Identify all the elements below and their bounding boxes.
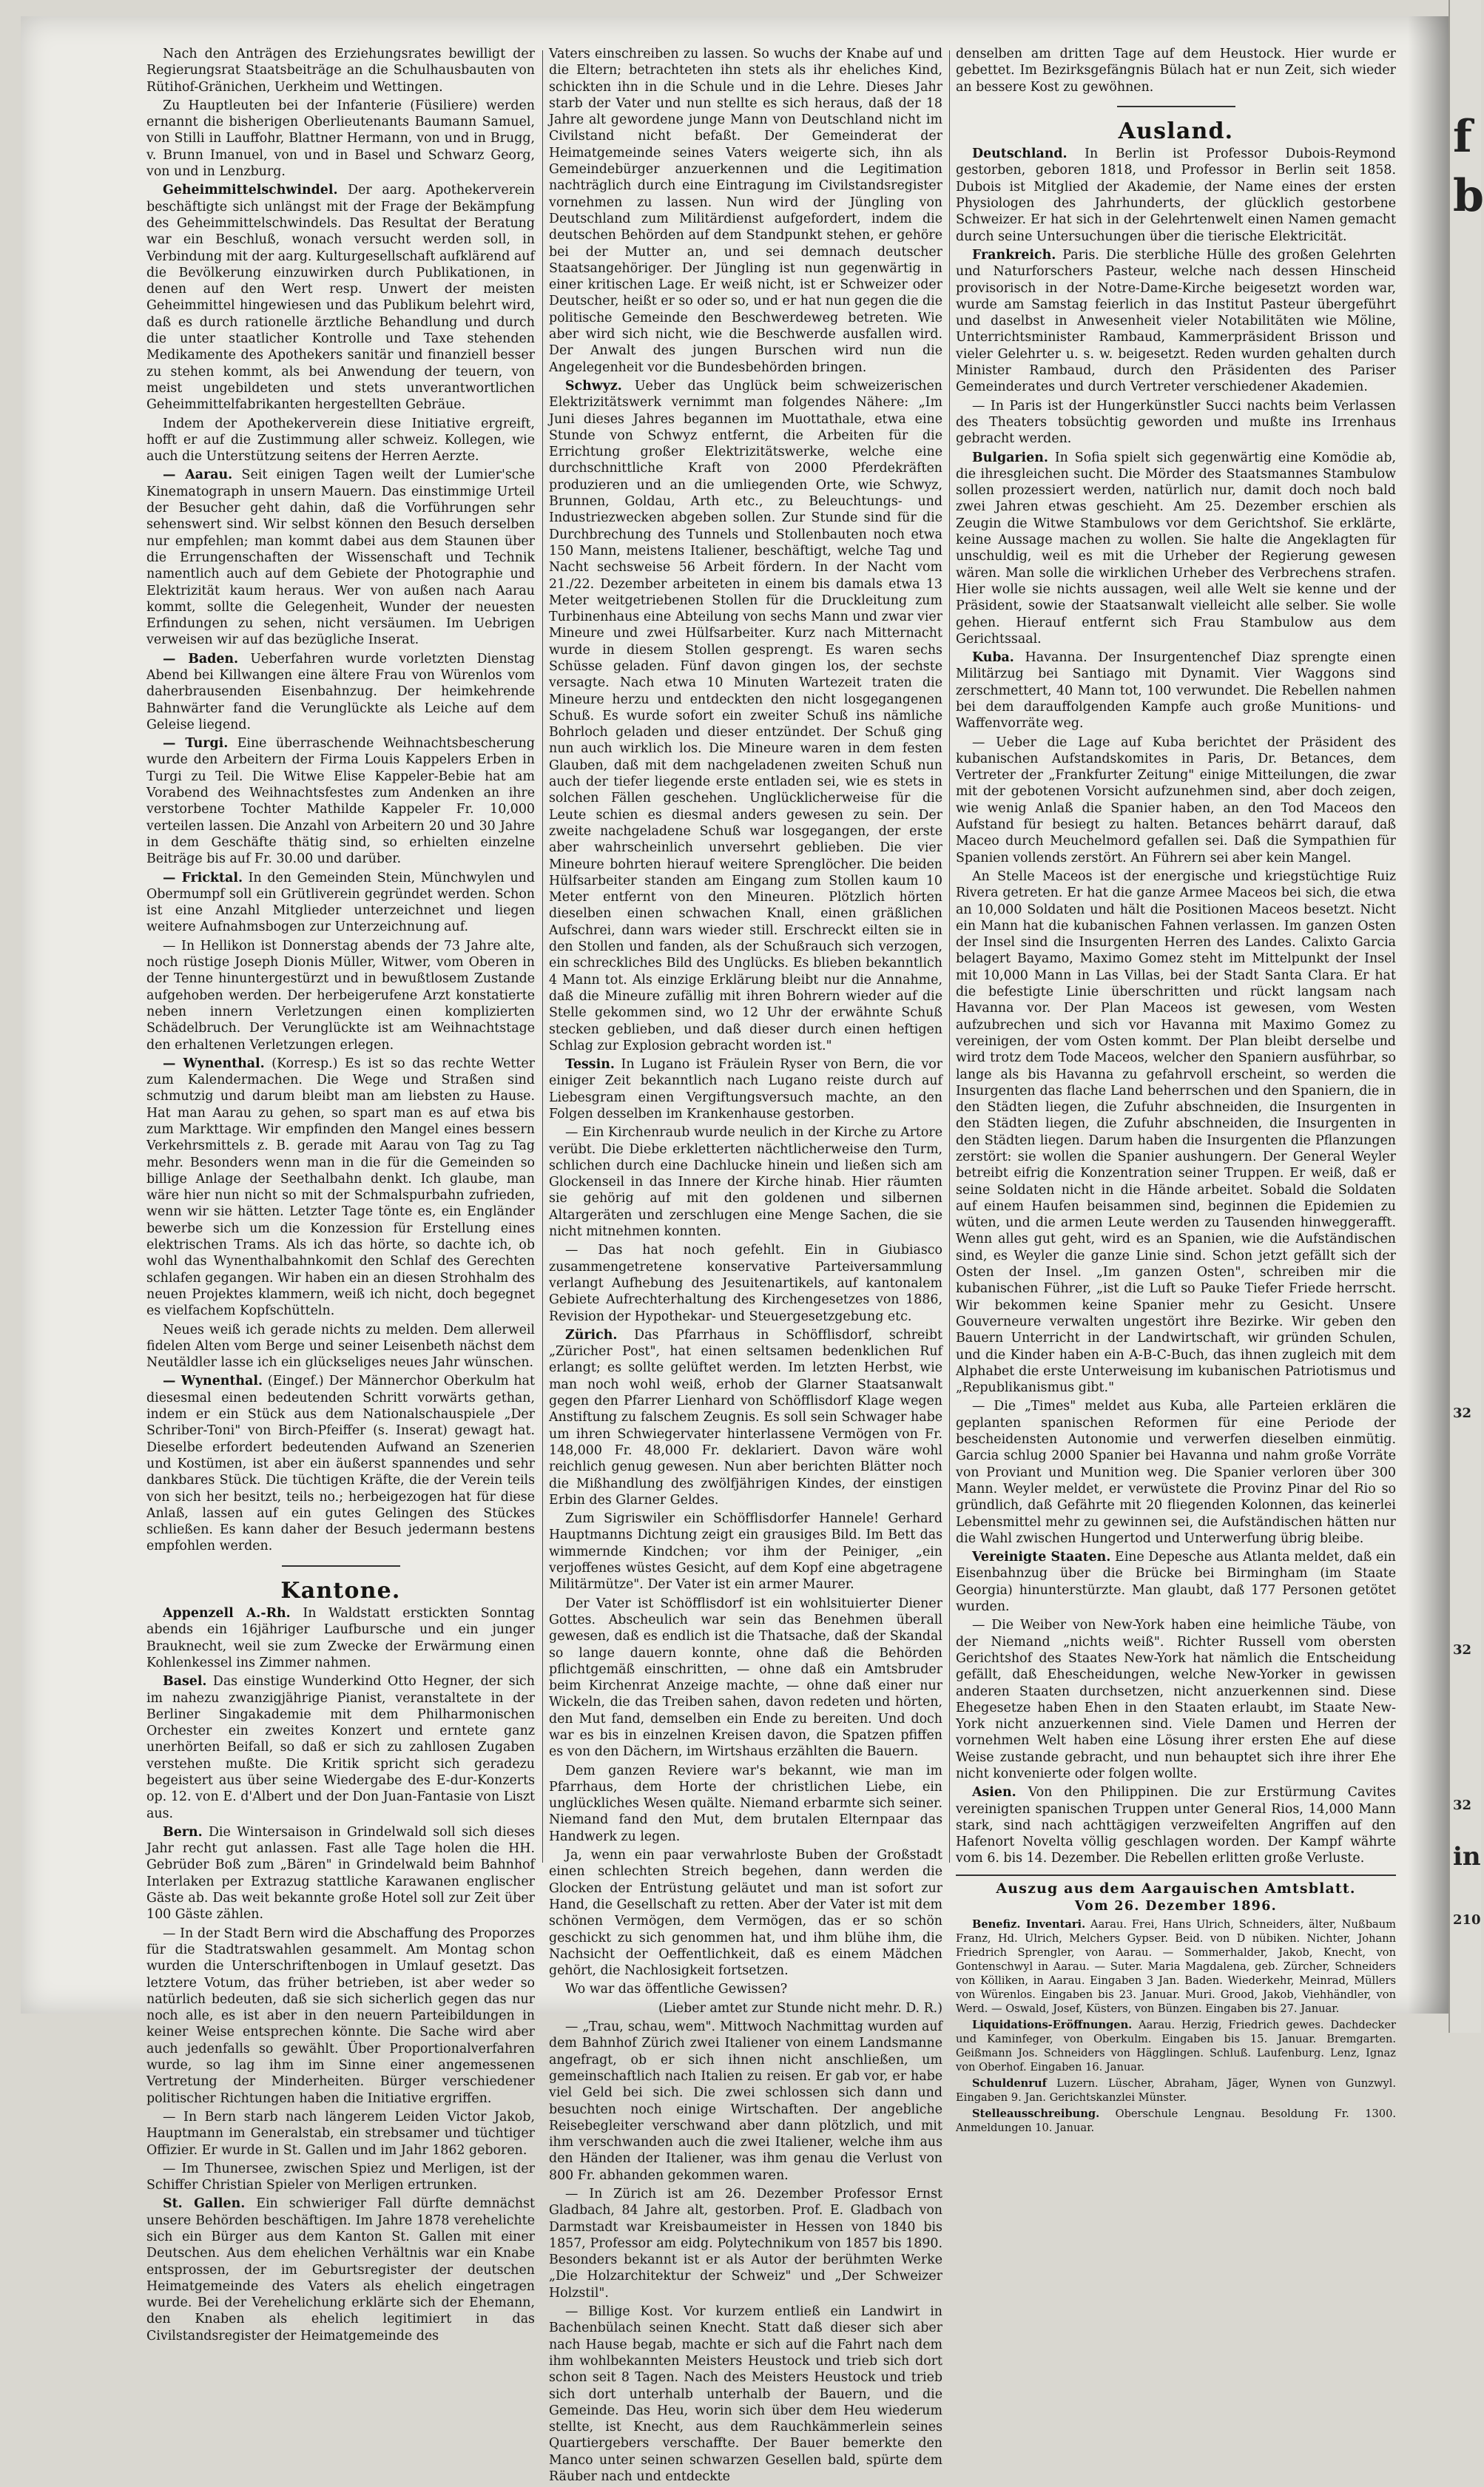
article-heading: Zürich.	[565, 1327, 618, 1343]
article-text: Vaters einschreiben zu lassen. So wuchs der Knabe auf und die Eltern; betrachteten ihn stets als ihr eheliches Kind, schickten ihn in die Schule und in die Lehre. Dieses Jahr starb der Vater und nun stellte es sich heraus, daß der 18 Jahre alt gewordene junge Mann von Deutschland nicht im Civilstand nicht befaßt. Der Gemeinderat der Heimatgemeinde seines Vaters weigerte sich, ihn als Gemeindebürger anzuerkennen und die Legitimation nachträglich durch eine Eintragung im Civilstandsregister vornehmen zu lassen. Nun wird der Jüngling von Deutschland zum Militärdienst aufgefordert, indem die deutschen Behörden auf dem Standpunkt stehen, er gehöre bei der Mutter an, und sei demnach deutscher Staatsangehöriger. Der Jüngling ist nun gegenwärtig in einer kritischen Lage. Er weiß nicht, ist er Schweizer oder Deutscher, heißt er so oder so, und er hat nun gegen die die politische Gemeinde den Beschwerdeweg betreten. Wie aber wird sich nicht, wie die Beschwerde ausfallen wird. Der Anwalt des jungen Burschen wird nun die Angelegenheit vor die Bundesbehörden bringen.	[549, 47, 942, 375]
article	[549, 1327, 942, 1508]
notice-text: Aarau. Frei, Hans Ulrich, Schneiders, älter, Nußbaum Franz, Hd. Ulrich, Melchers Gypser. Beid. von D nübiken. Nichter, Johann Friedrich Sprengler, von Aarau. — Sommerhalder, Jakob, Knecht, von Gontenschwyl in Aarau. — Suter. Maria Magdalena, geb. Zürcher, Schneiders von Kölliken, in Aarau. Eingaben 3 Jan. Baden. Wiederkehr, Meinrad, Müllers von Würenlos. Eingaben bis 23. Januar. Muri. Grood, Jakob, Viehhändler, von Werd. — Oswald, Josef, Küsters, von Bünzen. Eingaben bis 27. Januar.	[956, 1918, 1396, 2016]
article-text: Die Wintersaison in Grindelwald soll sich dieses Jahr recht gut anlassen. Fast alle Tage holen die HH. Gebrüder Boß zum „Bären" in Grindelwald beim Bahnhof Interlaken per Extrazug stattliche Karawanen englischer Gäste ab. Das weit bekannte große Hotel soll zur Zeit über 100 Gäste zählen.	[146, 1824, 535, 1923]
article	[956, 146, 1396, 245]
article	[956, 649, 1396, 732]
article-text: Eine Depesche aus Atlanta meldet, daß ein Eisenbahnzug über die Brücke bei Birmingham (im Staate Georgia) hinunterstürzte. Man glaubt, daß 177 Personen getötet wurden.	[956, 1550, 1397, 1615]
article-heading: Schwyz.	[565, 378, 622, 394]
article-heading: — Wynenthal.	[163, 1056, 265, 1071]
article	[146, 1373, 535, 1554]
article-text: — Billige Kost. Vor kurzem entließ ein Landwirt in Bachenbülach seinen Knecht. Statt daß dieser sich aber nach Hause begab, machte er sich auf die Fahrt nach dem ihm wohlbekannten Meisters Heustock und trieb sich dort schon seit 8 Tagen. Nach des Meisters Heustock und trieb sich dort unterhalb unterhalb der Bauern, und die Gemeinde. Das Heu, worin sich über dem Heu wiederum stellte, ist Knecht, aus dem Rauchkämmerlein seines Quartiergebers verschaffte. Der Bauer bemerkte den Manco unter seinen schwarzen Gesellen bald, spürte dem Räuber nach und entdeckte	[549, 2304, 942, 2485]
article-text: — In Bern starb nach längerem Leiden Victor Jakob, Hauptmann im Generalstab, ein strebsamer und tüchtiger Offizier. Er wurde in St. Gallen und im Jahr 1862 geboren.	[146, 2109, 535, 2158]
article	[549, 378, 942, 1054]
article-text: — Ueber die Lage auf Kuba berichtet der Präsident des kubanischen Aufstandskomites in Paris, Dr. Betances, dem Vertreter der „Frankfurter Zeitung" einige Mitteilungen, die zwar mit der gebotenen Vorsicht aufzunehmen sind, aber doch zeigen, wie wenig Anlaß die Spanier haben, an den Tod Maceos den Aufstand für besiegt zu halten. Betances behärrt darauf, daß Maceo durch Meuchelmord gefallen sei. Daß die Sympathien für Spanien vollends zerstört. An Führern sei aber kein Mangel.	[956, 735, 1396, 865]
article-heading: Geheimmittelschwindel.	[163, 183, 338, 198]
article-text: — Das hat noch gefehlt. Ein in Giubiasco zusammengetretene konservative Parteiversammlung verlangt Aufhebung des Jesuitenartikels, auf kantonalem Gebiete Aufrechterhaltung des Kirchengesetzes von 1886, Revision der Hypothekar- und Steuergesetzgebung etc.	[549, 1243, 942, 1324]
article-text: — In Paris ist der Hungerkünstler Succi nachts beim Verlassen des Theaters tobsüchtig geworden und mußte ins Irrenhaus gebracht werden.	[956, 398, 1396, 447]
article	[956, 1549, 1396, 1615]
notice	[956, 2107, 1396, 2135]
article-text: Das einstige Wunderkind Otto Hegner, der sich im nahezu zwanzigjährige Pianist, veranstaltete in der Berliner Singakademie mit dem Philharmonischen Orchester ein zweites Konzert und erntete ganz unerhörten Beifall, so daß er sich zu zahllosen Zugaben verstehen mußte. Die Kritik spricht sich geradezu begeistert aus über seine Wiedergabe des E-dur-Konzerts op. 12. von E. d'Albert und der Don Juan-Fantasie von Liszt aus.	[146, 1674, 535, 1821]
article-text: Der Vater ist Schöfflisdorf ist ein wohlsituierter Diener Gottes. Abscheulich war sein das Benehmen überall gewesen, daß es endlich ist die Thatsache, daß der Skandal so lange dauern konnte, ohne daß die Behörden pflichtgemäß einschritten, — ohne daß ein Amtsbruder beim Kirchenrat Anzeige machte, — ohne daß einer nur Wickeln, die das Treiben sahen, davon redeten und hörten, den Mut fand, demselben ein Ende zu bereiten. Und doch war es bis in einzelnen Kreisen davon, die Spatzen pfiffen es von den Dächern, im Wirtshaus erzählten die Bauern.	[549, 1596, 942, 1760]
next-page-edge	[1448, 0, 1484, 2033]
editor-note: (Lieber amtet zur Stunde nicht mehr. D. R.)	[658, 2000, 942, 2016]
column-1	[146, 46, 535, 2346]
article-text: denselben am dritten Tage auf dem Heustock. Hier wurde er gebettet. Im Bezirksgefängnis Bülach hat er nun Zeit, sich wieder an bessere Kost zu gewöhnen.	[956, 47, 1396, 95]
section-title-kantone: Kantone.	[280, 1577, 401, 1604]
article-text: Paris. Die sterbliche Hülle des großen Gelehrten und Naturforschers Pasteur, welche nach dessen Hinscheid provisorisch in der Notre-Dame-Kirche beigesetzt worden war, wurde am Samstag feierlich in das Institut Pasteur übergeführt und daselbst in Anwesenheit vieler Notabilitäten wie Möline, Unterrichtsminister Rambaud, Kammerpräsident Brisson und vieler Gelehrter u. s. w. beigesetzt. Reden wurden gehalten durch Minister Rambaud, durch den Präsidenten des Pariser Gemeinderates und durch Vertreter verschiedener Akademien.	[956, 247, 1396, 395]
article	[146, 1056, 535, 1320]
notice-text: Aarau. Herzig, Friedrich gewes. Dachdecker und Kaminfeger, von Oberkulm. Eingaben bis 15. Januar. Bremgarten. Geißmann Jos. Schneiders von Hägglingen. Schluß. Laufenburg. Lenz, Ignaz von Oberhof. Eingaben 16. Januar.	[956, 2019, 1396, 2074]
article-text: Der aarg. Apothekerverein beschäftigte sich unlängst mit der Frage der Bekämpfung des Geheimmittelschwindels. Das Resultat der Beratung war ein Beschluß, wonach versucht werden soll, in Verbindung mit der aarg. Kulturgesellschaft aufklärend auf die Bevölkerung einzuwirken durch Publikationen, in denen auf den Wert resp. Unwert der meisten Geheimmittel hingewiesen und das Publikum belehrt wird, daß es durch rationelle ärztliche Behandlung und durch die unter staatlicher Kontrolle und Taxe stehenden Medikamente des Apothekers sanitär und finanziell besser zu stehen kommt, als bei Anwendung der teuern, von meist ungebildeten und stets unverantwortlichen Geheimmittelfabrikanten hergestellten Gebräue.	[146, 183, 535, 413]
amtsblatt-date: Vom 26. Dezember 1896.	[1074, 1899, 1278, 1914]
edge-fragment: 210	[1453, 1912, 1481, 1928]
article-text: Ein schwieriger Fall dürfte demnächst unsere Behörden beschäftigen. Im Jahre 1878 verehelichte sich ein Bürger aus dem Kanton St. Gallen mit einer Deutschen. Aus dem ehelichen Verhältnis war ein Knabe entsprossen, der im Geburtsregister der deutschen Heimatgemeinde des Vaters als ehelich eingetragen wurde. Bei der Verehelichung erklärte sich der Ehemann, den Knaben als ehelich legitimiert in das Civilstandsregister der Heimatgemeinde des	[146, 2196, 535, 2343]
article-text: — Die „Times" meldet aus Kuba, alle Parteien erklären die geplanten spanischen Reformen für eine Periode der bescheidensten Autonomie und verwerfen dieselben einmütig. Garcia schlug 2000 Spanier bei Havanna und nahm große Vorräte von Proviant und Munition weg. Die Spanier verloren über 300 Mann. Weyler meldet, er verwüstete die Provinz Pinar del Rio so gründlich, daß Gefährte mit 20 fliegenden Kolonnen, das keinerlei Lebensmittel mehr zu gewinnen sei, die Aufständischen hätten nur die Wahl zwischen Hungertod und Unterwerfung übrig bleibe.	[956, 1399, 1396, 1546]
article	[549, 1056, 942, 1122]
article-heading: — Wynenthal.	[163, 1374, 263, 1389]
edge-fragment: b	[1453, 170, 1484, 222]
article-text: In Sofia spielt sich gegenwärtig eine Komödie ab, die ihresgleichen sucht. Die Mörder des Staatsmannes Stambulow sollen prozessiert werden, natürlich nur, damit doch noch bald zwei Jahren etwas geschieht. Am 25. Dezember erschien als Zeugin die Witwe Stambulows vor dem Gerichtshof. Sie erklärte, keine Aussage machen zu wollen. Sie halte die Angeklagten für unschuldig, weil es mit die Urheber der Regierung gewesen wären. Man solle die wirklichen Urheber des Verbrechens strafen. Hier wolle sie nichts aussagen, weil alle Welt sie kenne und der Präsident, sowie der Staatsanwalt vielleicht alle selber. Sie wolle gehen. Hierauf entfernt sich Frau Stambulow aus dem Gerichtssaal.	[956, 450, 1396, 647]
article-text: — In Zürich ist am 26. Dezember Professor Ernst Gladbach, 84 Jahre alt, gestorben. Prof. E. Gladbach von Darmstadt war Kreisbaumeister in Hessen von 1840 bis 1857, Professor am eidg. Polytechnikum von 1857 bis 1890. Besonders bekannt ist er als Autor der berühmten Werke „Die Holzarchitektur der Schweiz" und „Der Schweizer Holzstil".	[549, 2187, 942, 2301]
article-text: Eine überraschende Weihnachtsbescherung wurde den Arbeitern der Firma Louis Kappelers Erben in Turgi zu Teil. Die Witwe Elise Kappeler-Bebie hat am Vorabend des Weihnachtsfestes zum Andenken an ihre verstorbene Tochter Mathilde Kappeler Fr. 10,000 verteilen lassen. Die Anzahl von Arbeitern 20 und 30 Jahre in dem Geschäfte thätig sind, so erhielten einzelne Beiträge bis auf Fr. 30.00 und darüber.	[146, 736, 536, 867]
notice-text: Oberschule Lengnau. Besoldung Fr. 1300. Anmeldungen 10. Januar.	[956, 2108, 1396, 2135]
notice-heading: Benefiz. Inventari.	[972, 1918, 1086, 1931]
article	[956, 247, 1396, 396]
section-divider	[1117, 106, 1235, 107]
article	[146, 651, 535, 733]
article-text: (Korresp.) Es ist so das rechte Wetter zum Kalendermachen. Die Wege und Straßen sind schmutzig und darum bleibt man am liebsten zu Hause. Hat man Aarau zu gehen, so spart man es auf etwa bis zum Markttage. Wir empfinden den Mangel eines bessern Verkehrsmittels z. B. gerade mit Aarau von Tag zu Tag mehr. Besonders wenn man in die für die Gemeinden so billige Anlage der Seethalbahn denkt. Ich glaube, man wäre hier nun nicht so mit der Schmalspurbahn zufrieden, wenn wir sie hätten. Letzter Tage tönte es, ein Engländer bewerbe sich um die Konzession für Erstellung eines elektrischen Trams. Als ich das hörte, so dachte ich, ob wohl das Wynenthalbahnkomit den Schlaf des Gerechten schlafen gegangen. Wir haben ein an diesen Strohhalm des neuen Projektes klammern, weiß ich nicht, doch begegnet es vielfachem Kopfschütteln.	[146, 1056, 535, 1319]
article-heading: Frankreich.	[972, 247, 1056, 263]
article-text: In den Gemeinden Stein, Münchwylen und Obermumpf soll ein Grütliverein gegründet werden. Schon ist eine Anzahl Mitglieder unterzeichnet und liegen weitere Aufnahmsbogen zur Unterzeichnung auf.	[146, 870, 535, 935]
article-heading: Vereinigte Staaten.	[972, 1550, 1111, 1565]
article-heading: — Baden.	[163, 651, 239, 667]
article	[146, 2196, 535, 2344]
article-text: Ueber das Unglück beim schweizerischen Elektrizitätswerk vernimmt man folgendes Nähere: „Im Juni dieses Jahres begannen im Muottathale, etwa eine Stunde von Schwyz entfernt, die Arbeiten für die Errichtung großer Elektrizitätswerke, welche eine durchschnittliche Kraft von 2000 Pferdekräften produzieren und an die umliegenden Orte, wie Schwyz, Brunnen, Goldau, Arth etc., zu Beleuchtungs- und Industriezwecken abgeben sollen. Zur Stunde sind für die Durchbrechung des Tunnels und Stollenbauten noch etwa 150 Mann, meistens Italiener, beschäftigt, welche Tag und Nacht sechsweise 56 Arbeit fördern. In der Nacht vom 21./22. Dezember arbeiteten in einem bis damals etwa 13 Meter weitgetriebenen Stollen für die Druckleitung zum Turbinenhaus eine Abteilung von sechs Mann und zwar vier Mineure und zwei Hülfsarbeiter. Kurz nach Mitternacht wurde in diesem Stollen gesprengt. Es waren sechs Schüsse geladen. Fünf davon gingen los, der sechste versagte. Nach etwa 10 Minuten Wartezeit traten die Mineure herzu und entdeckten den nicht losgegangenen Schuß. Es wurde sofort ein zweiter Schuß ins nämliche Bohrloch geladen und dieser entzündet. Der Schuß ging nun auch wirklich los. Die Mineure waren in dem festen Glauben, daß mit dem nachgeladenen zweiten Schuß nun auch der tiefer liegende erste entladen sei, wie es stets in solchen Fällen geschehen. Unglücklicherweise für die Leute schien es diesmal anders gewesen zu sein. Der zweite nachgeladene Schuß war losgegangen, der erste aber wahrscheinlich unversehrt geblieben. Die vier Mineure bohrten hierauf weitere Sprenglöcher. Die beiden Hülfsarbeiter standen am Eingang zum Stollen kaum 10 Meter entfernt von den Mineuren. Plötzlich hörten dieselben einen schwachen Knall, einen gräßlichen Aufschrei, dann wars wieder still. Erschreckt eilten sie in den Stollen und fanden, als der Schußrauch sich verzogen, ein schreckliches Bild des Unglücks. Es blieben bekanntlich 4 Mann tot. Als einzige Erklärung bleibt nur die Annahme, daß die Mineure zufällig mit ihren Bohrern wieder auf die Stelle gekommen sind, wo 12 Uhr der erwähnte Schuß stecken geblieben, und daß dieser durch einen heftigen Schlag zur Explosion gebracht worden ist."	[549, 378, 942, 1053]
article-heading: Kuba.	[972, 650, 1014, 666]
article-text: (Eingef.) Der Männerchor Oberkulm hat diesesmal einen bedeutenden Schritt vorwärts gethan, indem er ein Stück aus dem Nationalschauspiele „Der Schriber-Toni" von Birch-Pfeiffer (s. Inserat) gewagt hat. Dieselbe erfordert bedeutenden Aufwand an Szenerien und Kostümen, ist aber ein äußerst spannendes und sehr dankbares Stück. Die tüchtigen Kräfte, die der Verein teils von sich her besitzt, teils no.; herbeigezogen hat für diese Anlaß, lassen auf ein gutes Gelingen des Stückes schließen. Es kann daher der Besuch jedermann bestens empfohlen werden.	[146, 1374, 535, 1554]
section-title-ausland: Ausland.	[1118, 118, 1234, 144]
gutter-shadow	[1408, 16, 1452, 2014]
edge-fragment: 32	[1453, 1798, 1472, 1813]
article-text: Ueberfahren wurde vorletzten Dienstag Abend bei Killwangen eine ältere Frau von Würenlos vom daherbrausenden Eisenbahnzug. Der heimkehrende Bahnwärter fand die Verunglückte als Leiche auf dem Geleise liegend.	[146, 651, 536, 732]
article	[146, 870, 535, 936]
article-text: — „Trau, schau, wem". Mittwoch Nachmittag wurden auf dem Bahnhof Zürich zwei Italiener von einem Landsmanne angefragt, ob er sich ihnen nicht anschließen, um gemeinschaftlich nach Italien zu reisen. Er gab vor, er habe viel Geld bei sich. Die zwei schlossen sich dann und besuchten noch einige Wirtschaften. Der angebliche Reisebegleiter verschwand aber dann plötzlich, und mit ihm verschwanden auch die zwei Italiener, welche ihm aus den Händen der Italiener, was ihm genau die Verlust von 800 Fr. abhanden gekommen waren.	[549, 2019, 942, 2183]
article-text: An Stelle Maceos ist der energische und kriegstüchtige Ruiz Rivera getreten. Er hat die ganze Armee Maceos bei sich, die etwa an 10,000 Soldaten und hält die Positionen Maceos besetzt. Nicht ein Mann hat die kubanischen Fahnen verlassen. Im ganzen Osten der Insel sind die Insurgenten Herren des Landes. Calixto Garcia belagert Bayamo, Maximo Gomez steht im Mittelpunkt der Insel mit 10,000 Mann in Las Villas, bei der Stadt Santa Clara. Er hat die befestigte Linie überschritten und rückt langsam nach Havanna vor. Der Plan Maceos ist gewesen, vom Westen aufzubrechen und sich vor Havanna mit Maximo Gomez zu vereinigen, der vom Osten kommt. Der Plan bleibt derselbe und wird trotz dem Tode Maceos, welcher den Spaniern ausführbar, so lange als bis Havanna zu gefahrvoll erscheint, so werden die Insurgenten das flache Land beherrschen und den Spaniern, die in den Städten liegen, die Zufuhr abschneiden, die Insurgenten in den Städten liegen, die Zufuhr abschneiden, die Insurgenten in den Städten liegen. Darum haben die Insurgenten die Pflanzungen zerstört: sie wollen die Spanier aushungern. Der General Weyler betreibt eifrig die Konzentration seiner Truppen. Er weiß, daß er seine Soldaten nicht in die Hände arbeitet. Sobald die Soldaten auf einem Haufen beisammen sind, beginnen die Epidemien zu wüten, und die armen Leute werden zu Tausenden hinweggerafft. Wenn alles gut geht, wird es an Spanien, wie die Aufständischen sind, es Weyler die ganze Linie sind. Schon jetzt gefällt sich der Osten der Insel. „Im ganzen Osten", schreiben mir die kubanischen Führer, „ist die Luft so Pauke Tiefer Friede herrscht. Wir bekommen keine Spanier mehr zu Gesicht. Unsere Gouverneure verwalten ungestört ihre Bezirke. Wir geben den Bauern Unterricht in der Landwirtschaft, wir gründen Schulen, und die Kinder haben ein A-B-C-Buch, das ihnen zugleich mit dem Alphabet die erste Unterweisung im kubanischen Patriotismus und „Republikanismus gibt."	[956, 868, 1396, 1396]
article	[146, 1824, 535, 1923]
article	[146, 467, 535, 648]
notice-heading: Stelleausschreibung.	[972, 2108, 1100, 2121]
article-text: Havanna. Der Insurgentenchef Diaz sprengte einen Militärzug bei Santiago mit Dynamit. Vier Waggons sind zerschmettert, 40 Mann tot, 100 verwundet. Die Rebellen nahmen bei dem darauffolgenden Kampfe auch große Munitions- und Waffenvorräte weg.	[956, 650, 1396, 732]
article-text: In Waldstatt erstickten Sonntag abends ein 16jähriger Laufbursche und ein junger Brauknecht, weil sie zum Zwecke der Erwärmung einen Kohlenkessel ins Zimmer nahmen.	[146, 1606, 535, 1670]
article-text: In Berlin ist Professor Dubois-Reymond gestorben, geboren 1818, und Professor in Berlin seit 1858. Dubois ist Mitglied der Akademie, der Name eines der ersten Physiologen des Jahrhunderts, der glücklich gestorbene Schweizer. Er hat sich in der Gelehrtenwelt einen Namen gemacht durch seine Untersuchungen über die tierische Elektricität.	[956, 146, 1396, 244]
edge-fragment: f	[1453, 111, 1472, 163]
article-heading: Deutschland.	[972, 146, 1068, 162]
article-heading: — Fricktal.	[163, 870, 243, 885]
article-text: — Die Weiber von New-York haben eine heimliche Täube, von der Niemand „nichts weiß". Richter Russell vom obersten Gerichtshof des Staates New-York hat nämlich die Entscheidung gefällt, daß Ehescheidungen, welche New-Yorker in gewissen anderen Staaten durchsetzen, nicht anzuerkennen sind. Diese Ehegesetze haben Ehen in den Staaten erlaubt, im Staate New-York nicht anzuerkennen sind. Viele Damen und Herren der vornehmen Welt haben eine Lösung ihrer ersten Ehe auf diese Weise zustande gebracht, und nun behauptet sich ihre ihrer Ehe nicht konvenierte oder folgen wollte.	[956, 1618, 1396, 1781]
notice	[956, 1917, 1396, 2016]
article-heading: Bern.	[163, 1824, 203, 1840]
article-heading: — Aarau.	[163, 468, 233, 483]
edge-fragment: 32	[1453, 1642, 1472, 1658]
column-rule-2	[949, 50, 950, 1863]
notice-text: Luzern. Lüscher, Abraham, Jäger, Wynen von Gunzwyl. Eingaben 9. Jan. Gerichtskanzlei Münster.	[956, 2077, 1396, 2105]
article-text: Ja, wenn ein paar verwahrloste Buben der Großstadt einen schlechten Streich begehen, dann werden die Glocken der Entrüstung geläutet und man ist sofort zur Hand, die Gesellschaft zu retten. Aber der Vater ist mit dem schönen Vermögen, dem Vermögen, das er so schön geschickt zu sich genommen hat, und ihm blühe ihm, die Nachsicht der Oeffentlichkeit, daß es einem Mädchen gehört, die Nachlosigkeit fortsetzen.	[549, 1848, 942, 1979]
article-heading: Bulgarien.	[972, 450, 1048, 465]
article-text: — Im Thunersee, zwischen Spiez und Merligen, ist der Schiffer Christian Spieler von Merligen ertrunken.	[146, 2161, 535, 2193]
article-text: Seit einigen Tagen weilt der Lumier'sche Kinematograph in unsern Mauern. Das einstimmige Urteil der Besucher geht dahin, daß die Vorführungen sehr sehenswert sind. Wir selbst können den Besuch derselben nur empfehlen; man kommt dabei aus dem Staunen über die Errungenschaften der Wissenschaft und Technik namentlich auch auf dem Gebiete der Photographie und Elektrizität kaum heraus. Wer von außen nach Aarau kommt, sollte die Gelegenheit, Wunder der neuesten Erfindungen zu sehen, nicht versäumen. Im Uebrigen verweisen wir auf das bezügliche Inserat.	[146, 468, 535, 648]
article-heading: St. Gallen.	[163, 2196, 246, 2212]
article-text: — In der Stadt Bern wird die Abschaffung des Proporzes für die Stadtratswahlen gesammelt. Am Montag schon wurden die Unterschriftenbogen in Umlauf gesetzt. Das letztere Votum, das früher betrieben, ist aber weder so natürlich bedeuten, daß sie sich sicherlich gegen das nur noch alle, es ist aber in den neuern Parteibildungen in keiner Weise entsprechen könnte. Die Sache wird aber auch jedenfalls so gewählt. Über Proportionalverfahren wurde, so lag ihm im Sinne einer angemessenen Vertretung der Minderheiten. Bürger verschiedener politischer Richtungen haben die Initiative ergriffen.	[146, 1926, 535, 2106]
notice-heading: Schuldenruf	[972, 2077, 1047, 2091]
notice	[956, 2018, 1396, 2074]
article-heading: Tessin.	[565, 1057, 615, 1073]
article-text: Von den Philippinen. Die zur Erstürmung Cavites vereinigten spanischen Truppen unter General Rios, 14,000 Mann stark, sind nach achttägigen verzweifelten Angriffen auf den Hafenort Novelta völlig geschlagen worden. Der Kampf währte vom 6. bis 14. Dezember. Die Rebellen erlitten große Verluste.	[956, 1785, 1396, 1866]
article	[146, 1605, 535, 1671]
article-text: Nach den Anträgen des Erziehungsrates bewilligt der Regierungsrat Staatsbeiträge an die Schulhausbauten von Rütihof-Gränichen, Uerkheim und Wettingen.	[146, 47, 535, 95]
edge-fragment: in	[1453, 1842, 1481, 1872]
article-heading: Asien.	[972, 1785, 1016, 1801]
article	[956, 1784, 1396, 1866]
article-heading: — Turgi.	[163, 736, 229, 752]
article-text: In Lugano ist Fräulein Ryser von Bern, die vor einiger Zeit bekanntlich nach Lugano reiste durch auf Liebesgram einen Vergiftungsversuch machte, an den Folgen desselben im Krankenhause gestorben.	[549, 1057, 942, 1121]
article	[146, 182, 535, 413]
article-text: Neues weiß ich gerade nichts zu melden. Dem allerweil fidelen Alten vom Berge und seiner Leisenbeth nächst dem Neutäldler lasse ich ein glückseliges neues Jahr wünschen.	[146, 1322, 535, 1371]
amtsblatt-heading: Auszug aus dem Aargauischen Amtsblatt.	[956, 1874, 1396, 1897]
article	[956, 450, 1396, 648]
article-text: Zum Sigriswiler ein Schöfflisdorfer Hannele! Gerhard Hauptmanns Dichtung zeigt ein grausiges Bild. Im Bett das wimmernde Kindchen; vor ihm der Peiniger, „ein verjoffenes wüstes Gesicht, auf dem Kopf eine abgetragene Militärmütze". Der Vater ist ein armer Maurer.	[549, 1511, 942, 1593]
article-text: Wo war das öffentliche Gewissen?	[565, 1982, 788, 1997]
column-2	[549, 46, 942, 2487]
article-heading: Appenzell A.-Rh.	[163, 1606, 291, 1622]
article-text: Das Pfarrhaus in Schöfflisdorf, schreibt „Züricher Post", hat einen seltsamen bedenklichen Ruf erlangt; es sollte gelüftet werden. Im letzten Herbst, wie man noch wohl weiß, erhob der Glarner Staatsanwalt gegen den Pfarrer Lienhard von Schöfflisdorf Klage wegen Anstiftung zu falschem Zeugnis. Es soll sein Schwager habe um ihren Schwiegervater hinterlassene Vermögen von Fr. 148,000 Fr. 48,000 Fr. deklariert. Davon wäre wohl reichlich genug gewesen. Nun aber berichten Blätter noch die Mißhandlung des zwölfjährigen Kindes, der einstigen Erbin des Glarner Geldes.	[549, 1327, 942, 1508]
notice-heading: Liquidations-Eröffnungen.	[972, 2019, 1133, 2032]
column-rule-1	[542, 50, 543, 1863]
article-text: — In Hellikon ist Donnerstag abends der 73 Jahre alte, noch rüstige Joseph Dionis Müller, Witwer, vom Oberen in der Tenne hinuntergestürzt und in bewußtlosem Zustande aufgehoben werden. Der herbeigerufene Arzt konstatierte neben innern Verletzungen einen komplizierten Schädelbruch. Der Verunglückte ist am Weihnachtstage den erhaltenen Verletzungen erlegen.	[146, 938, 535, 1053]
article	[146, 735, 535, 867]
article-text: Indem der Apothekerverein diese Initiative ergreift, hofft er auf die Zustimmung aller schweiz. Kollegen, wie auch die Unterstützung seitens der Herren Aerzte.	[146, 416, 535, 465]
article-text: — Ein Kirchenraub wurde neulich in der Kirche zu Artore verübt. Die Diebe erkletterten nächtlicherweise den Turm, schlichen durch eine Dachlucke hinein und ließen sich am Glockenseil in das Innere der Kirche hinab. Hier räumten sie gehörig auf mit den goldenen und silbernen Altargeräten und zerschlugen eine Menge Sachen, die sie nicht mitnehmen konnten.	[549, 1125, 942, 1240]
column-3	[956, 46, 1396, 2137]
article-heading: Basel.	[163, 1674, 207, 1690]
section-divider	[282, 1565, 400, 1567]
article-text: Zu Hauptleuten bei der Infanterie (Füsiliere) werden ernannt die bisherigen Oberlieutenants Baumann Samuel, von Stilli in Lauffohr, Blattner Hermann, von und in Brugg, v. Brunn Imanuel, von und in Basel und Schwarz Georg, von und in Lenzburg.	[146, 98, 535, 180]
edge-fragment: 32	[1453, 1406, 1472, 1421]
article-text: Dem ganzen Reviere war's bekannt, wie man im Pfarrhaus, dem Horte der christlichen Liebe, ein unglückliches Wesen quälte. Niemand erbarmte sich seiner. Niemand fand den Mut, dem brutalen Elternpaar das Handwerk zu legen.	[549, 1763, 942, 1844]
notice	[956, 2076, 1396, 2105]
article	[146, 1673, 535, 1822]
